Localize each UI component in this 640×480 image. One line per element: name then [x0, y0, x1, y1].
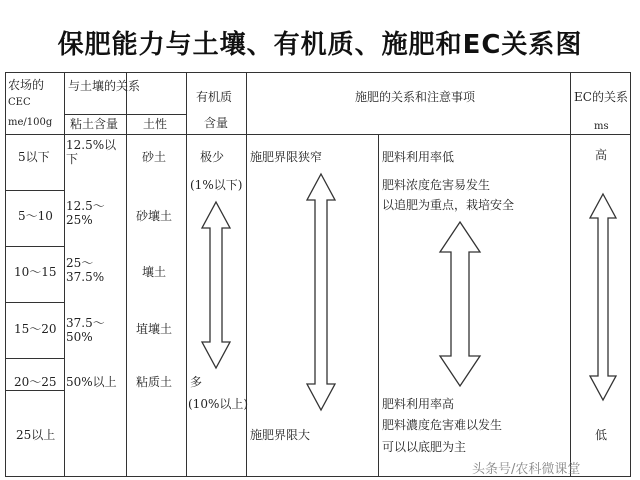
clay-value: 12.5%以下 — [66, 138, 117, 166]
col-divider — [246, 72, 247, 477]
header-organic-line2: 含量 — [204, 116, 229, 130]
clay-value: 37.5～50% — [66, 316, 105, 344]
double-arrow-icon — [198, 200, 234, 370]
note-top-2: 肥料浓度危害易发生 — [382, 178, 491, 192]
header-soil-relation: 与土壤的关系 — [68, 79, 141, 93]
row-divider — [5, 246, 64, 247]
row-divider — [5, 358, 64, 359]
note-bottom-2: 肥料濃度危害难以发生 — [382, 418, 503, 432]
note-bottom-1: 肥料利用率高 — [382, 397, 455, 411]
row-divider — [5, 134, 631, 135]
header-cec-line2: CEC — [8, 97, 31, 108]
clay-value: 12.5～25% — [66, 199, 105, 227]
double-arrow-icon — [588, 192, 618, 402]
soil-type-value: 埴壤土 — [136, 322, 173, 336]
ec-bottom: 低 — [595, 428, 608, 442]
double-arrow-icon — [438, 220, 482, 388]
soil-type-value: 壤土 — [142, 265, 167, 279]
double-arrow-icon — [303, 172, 339, 412]
fert-range-top: 施肥界限狭窄 — [250, 150, 323, 164]
cec-value: 15～20 — [14, 322, 57, 336]
organic-bottom: 多 — [190, 375, 203, 389]
fert-range-bottom: 施肥界限大 — [250, 428, 311, 442]
row-divider — [5, 190, 64, 191]
col-divider — [186, 72, 187, 477]
header-fert-relation: 施肥的关系和注意事项 — [355, 90, 476, 104]
row-divider — [5, 302, 64, 303]
cec-value: 5以下 — [18, 150, 50, 164]
header-soil-type: 土性 — [143, 117, 168, 131]
header-ec-relation: EC的关系 — [574, 90, 628, 104]
soil-type-value: 粘质土 — [136, 375, 173, 389]
col-divider — [570, 72, 571, 477]
organic-top: 极少 — [200, 150, 225, 164]
organic-top-note: (1%以下) — [190, 178, 243, 192]
header-organic-line1: 有机质 — [196, 90, 233, 104]
organic-bottom-note: (10%以上) — [188, 397, 249, 411]
note-top-3: 以追肥为重点，栽培安全 — [382, 198, 515, 212]
col-divider — [378, 134, 379, 477]
ec-top: 高 — [595, 148, 608, 162]
col-divider — [126, 72, 127, 477]
page-title: 保肥能力与土壤、有机质、施肥和EC关系图 — [57, 30, 583, 60]
soil-type-value: 砂土 — [142, 150, 167, 164]
soil-type-value: 砂壤土 — [136, 209, 173, 223]
cec-value: 10～15 — [14, 265, 57, 279]
row-divider — [64, 114, 186, 115]
note-top-1: 肥料利用率低 — [382, 150, 455, 164]
clay-value: 25～37.5% — [66, 256, 105, 284]
cec-value: 20～25 — [14, 375, 57, 389]
row-divider — [5, 390, 64, 391]
watermark: 头条号/农科微课堂 — [472, 462, 581, 477]
cec-value: 25以上 — [16, 428, 56, 442]
header-ec-unit: ms — [594, 121, 609, 132]
cec-value: 5～10 — [18, 209, 53, 223]
header-clay-content: 粘土含量 — [70, 117, 119, 131]
note-bottom-3: 可以以底肥为主 — [382, 440, 467, 454]
col-divider — [64, 72, 65, 477]
clay-value: 50%以上 — [66, 375, 117, 389]
header-cec-line1: 农场的 — [8, 78, 45, 92]
header-cec-unit: me/100g — [8, 117, 53, 128]
